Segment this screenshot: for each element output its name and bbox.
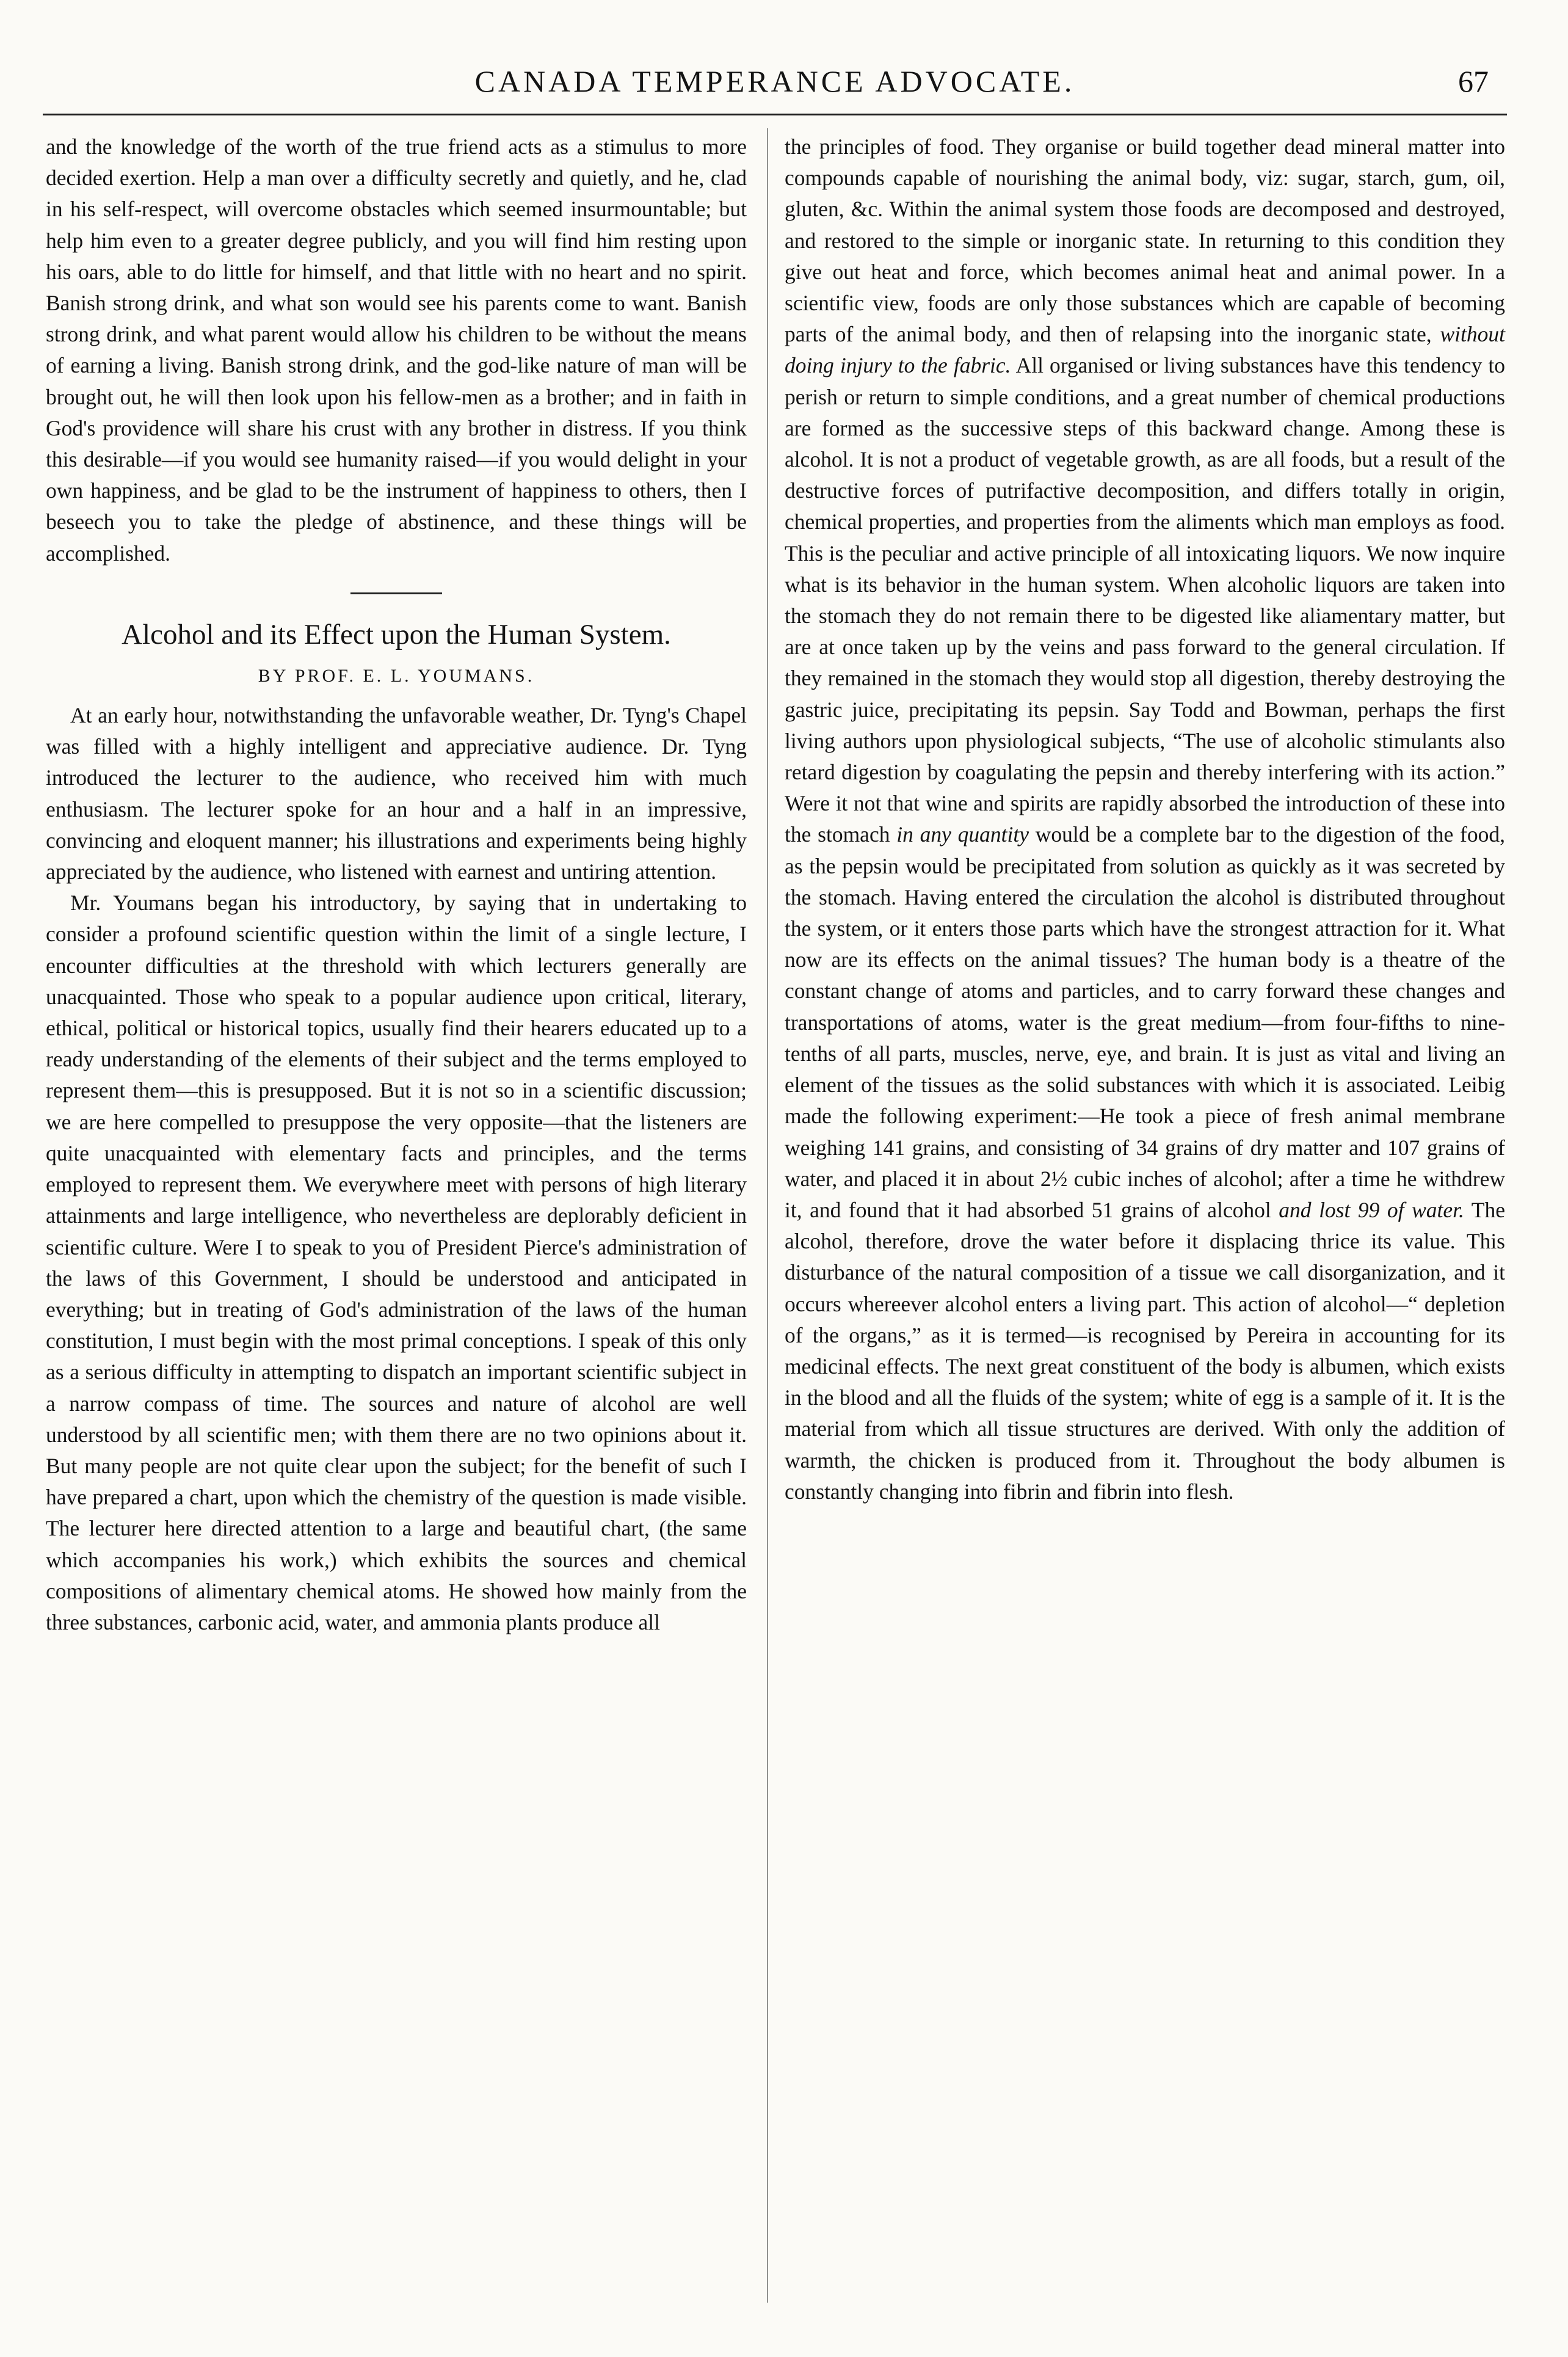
continued-paragraph <box>785 131 1505 1507</box>
italic-run: without doing injury to the fabric. <box>785 322 1505 378</box>
page-header <box>43 59 1507 110</box>
text-run: The alcohol, therefore, drove the water before it displacing thrice its value. This disturbance of the natural composition of a tissue we call disorganization, and it occurs whereever alcohol enters a living part. This action of alcohol—“ depletion of the organs,” as it is termed—is recognised by Pereira in accounting for its medicinal effects. The next great constituent of the body is albumen, which exists in the blood and all the fluids of the system; white of egg is a sample of it. It is the material from which all tissue structures are derived. With only the addition of warmth, the chicken is produced from it. Throughout the body albumen is constantly changing into fibrin and fibrin into flesh. <box>785 1197 1505 1504</box>
article-byline: BY PROF. E. L. YOUMANS. <box>258 665 535 686</box>
article-paragraph-2: Mr. Youmans began his introductory, by saying that in undertaking to consider a profound scientific question within the limit of a single lecture, I encounter difficulties at the threshold with which lecturers generally are unacquainted. Those who speak to a popular audience upon critical, literary, ethical, political or historical topics, usually find their hearers educated up to a ready understanding of the elements of their subject and the terms employed to represent them—this is presupposed. But it is not so in a scientific discussion; we are here compelled to presuppose the very opposite—that the listeners are quite unacquainted with elementary facts and principles, and the terms employed to represent them. We everywhere meet with persons of high literary attainments and large intelligence, who nevertheless are deplorably deficient in scientific culture. Were I to speak to you of President Pierce's administration of the laws of this Government, I should be understood and anticipated in everything; but in treating of God's administration of the laws of the human constitution, I must begin with the most primal conceptions. I speak of this only as a serious difficulty in attempting to dispatch an important scientific subject in a narrow compass of time. The sources and nature of alcohol are well understood by all scientific men; with them there are no two opinions about it. But many people are not quite clear upon the subject; for the benefit of such I have prepared a chart, upon which the chemistry of the question is made visible. The lecturer here directed attention to a large and beautiful chart, (the same which accompanies his work,) which exhibits the sources and chemical compositions of alimentary chemical atoms. He showed how mainly from the three substances, carbonic acid, water, and ammonia plants produce all <box>46 891 747 1634</box>
article-title: Alcohol and its Effect upon the Human System. <box>122 618 671 650</box>
section-divider <box>350 592 442 594</box>
carryover-paragraph: and the knowledge of the worth of the true friend acts as a stimulus to more decided exertion. Help a man over a difficulty secretly and quietly, and he, clad in his self-respect, will overcome obstacles which seemed insurmountable; but help him even to a greater degree publicly, and you will find him resting upon his oars, able to do little for himself, and that little with no heart and no spirit. Banish strong drink, and what son would see his parents come to want. Banish strong drink, and what parent would allow his children to be without the means of earning a living. Banish strong drink, and the god-like nature of man will be brought out, he will then look upon his fellow-men as a brother; and in faith in God's providence will share his crust with any brother in distress. If you think this desirable—if you would see humanity raised—if you would delight in your own happiness, and be glad to be the instrument of happiness to others, then I beseech you to take the pledge of abstinence, and these things will be accomplished. <box>46 134 747 566</box>
italic-run: in any quantity <box>896 822 1029 847</box>
right-column <box>785 131 1505 1507</box>
article-paragraph-1: At an early hour, notwithstanding the unfavorable weather, Dr. Tyng's Chapel was filled with a highly intelligent and appreciative audience. Dr. Tyng introduced the lecturer to the audience, who received him with much enthusiasm. The lecturer spoke for an hour and a half in an impressive, convincing and eloquent manner; his illustrations and experiments being highly appreciated by the audience, who listened with earnest and untiring attention. <box>46 703 747 884</box>
text-run: the principles of food. They organise or build together dead mineral matter into compounds capable of nourishing the animal body, viz: sugar, starch, gum, oil, gluten, &c. Within the animal system those foods are decomposed and destroyed, and restored to the simple or inorganic state. In returning to this condition they give out heat and force, which becomes animal heat and animal power. In a scientific view, foods are only those substances which are capable of becoming parts of the animal body, and then of relapsing into the inorganic state, <box>785 134 1505 347</box>
column-divider <box>767 128 768 2303</box>
italic-run: and lost 99 of water. <box>1279 1197 1464 1222</box>
text-run: would be a complete bar to the digestion of the food, as the pepsin would be precipitated from solution as quickly as it was secreted by the stomach. Having entered the circulation the alcohol is distributed throughout the system, or it enters those parts which have the strongest attraction for it. What now are its effects on the animal tissues? The human body is a theatre of the constant change of atoms and particles, and to carry forward these changes and transportations of atoms, water is the great medium—from four-fifths to nine-tenths of all parts, muscles, nerve, eye, and brain. It is just as vital and living an element of the tissues as the solid substances with which it is associated. Leibig made the following experiment:—He took a piece of fresh animal membrane weighing 141 grains, and consisting of 34 grains of dry matter and 107 grains of water, and placed it in about 2½ cubic inches of alcohol; after a time he withdrew it, and found that it had absorbed 51 grains of alcohol <box>785 822 1505 1222</box>
header-rule <box>43 114 1507 115</box>
page-number: 67 <box>1458 64 1489 98</box>
left-column <box>46 131 747 1638</box>
running-title: CANADA TEMPERANCE ADVOCATE. <box>474 64 1075 98</box>
text-run: All organised or living substances have this tendency to perish or return to simple conditions, and a great number of chemical productions are formed as the successive steps of this backward change. Among these is alcohol. It is not a product of vegetable growth, as are all foods, but a result of the destructive forces of putrifactive decomposition, and differs totally in origin, chemical properties, and properties from the aliments which man employs as food. This is the peculiar and active principle of all intoxicating liquors. We now inquire what is its behavior in the human system. When alcoholic liquors are taken into the stomach they do not remain there to be digested like aliamentary matter, but are at once taken up by the veins and pass forward to the general circulation. If they remained in the stomach they would stop all digestion, thereby destroying the gastric juice, precipitating its pepsin. Say Todd and Bowman, perhaps the first living authors upon physiological subjects, “The use of alcoholic stimulants also retard digestion by coagulating the pepsin and thereby interfering with its action.” Were it not that wine and spirits are rapidly absorbed the introduction of these into the stomach <box>785 353 1505 847</box>
